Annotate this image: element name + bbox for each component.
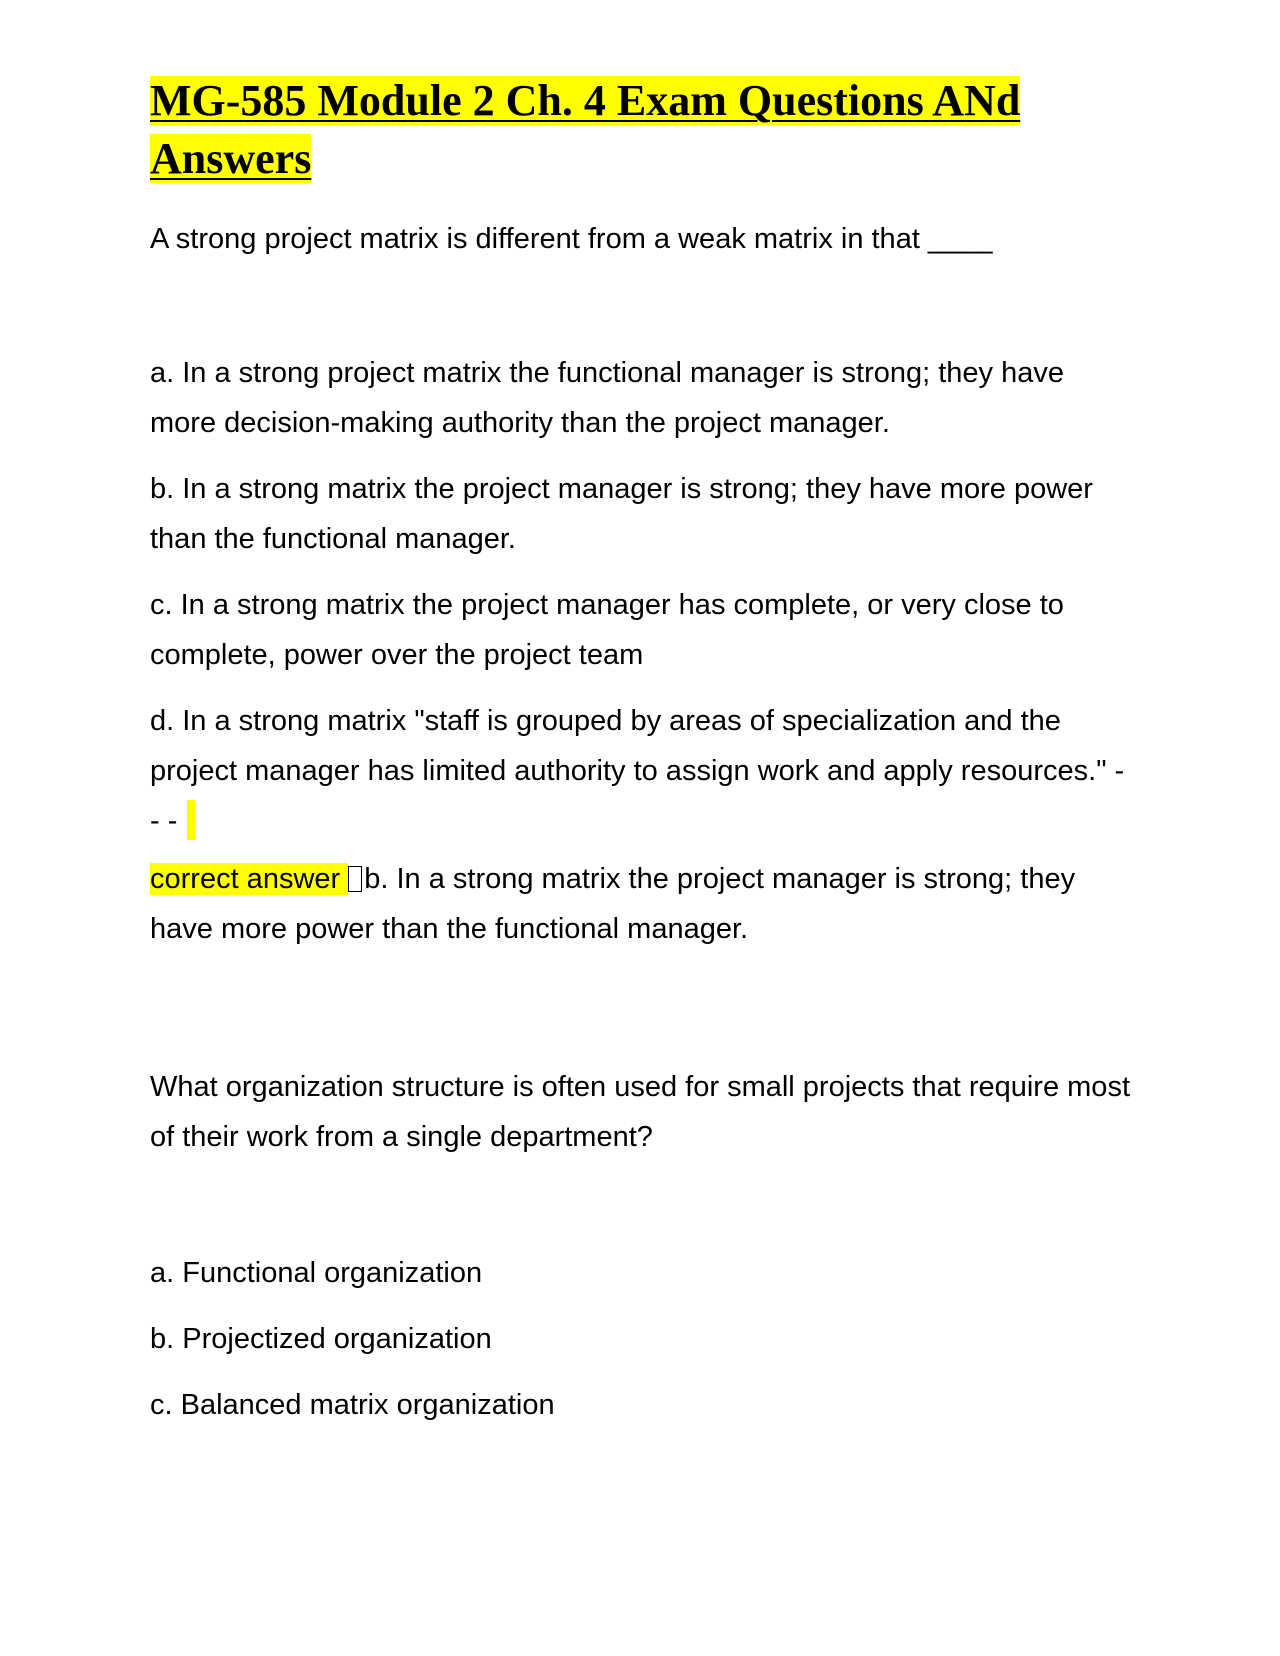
- question-1-option-d-text: d. In a strong matrix "staff is grouped by areas of specialization and the project manager has limited authority to assign work and apply resources." - - -: [150, 705, 1125, 837]
- question-2-option-a: a. Functional organization: [150, 1257, 483, 1289]
- answer-label: correct answer: [150, 863, 341, 895]
- document-title: MG-585 Module 2 Ch. 4 Exam Questions ANd Answers: [150, 76, 1021, 183]
- question-1-answer: [150, 854, 1130, 954]
- question-1-stem: A strong project matrix is different from a weak matrix in that ____: [150, 223, 993, 255]
- question-1-option-b: b. In a strong matrix the project manager is strong; they have more power than the functional manager.: [150, 473, 1093, 555]
- question-2-option-b: b. Projectized organization: [150, 1323, 492, 1355]
- answer-text: b. In a strong matrix the project manager is strong; they have more power than the functional manager.: [150, 863, 1076, 945]
- question-2-stem: What organization structure is often used for small projects that require most of their work from a single department?: [150, 1071, 1130, 1153]
- question-1-option-d: [150, 696, 1130, 846]
- highlight-mark: [187, 800, 195, 840]
- question-2-option-c: c. Balanced matrix organization: [150, 1389, 555, 1421]
- question-1-option-a: a. In a strong project matrix the functional manager is strong; they have more decision-making authority than the project manager.: [150, 357, 1064, 439]
- question-1-option-c: c. In a strong matrix the project manager has complete, or very close to complete, power over the project team: [150, 589, 1064, 671]
- missing-glyph-icon: [348, 866, 362, 892]
- document-page: [150, 72, 1130, 1430]
